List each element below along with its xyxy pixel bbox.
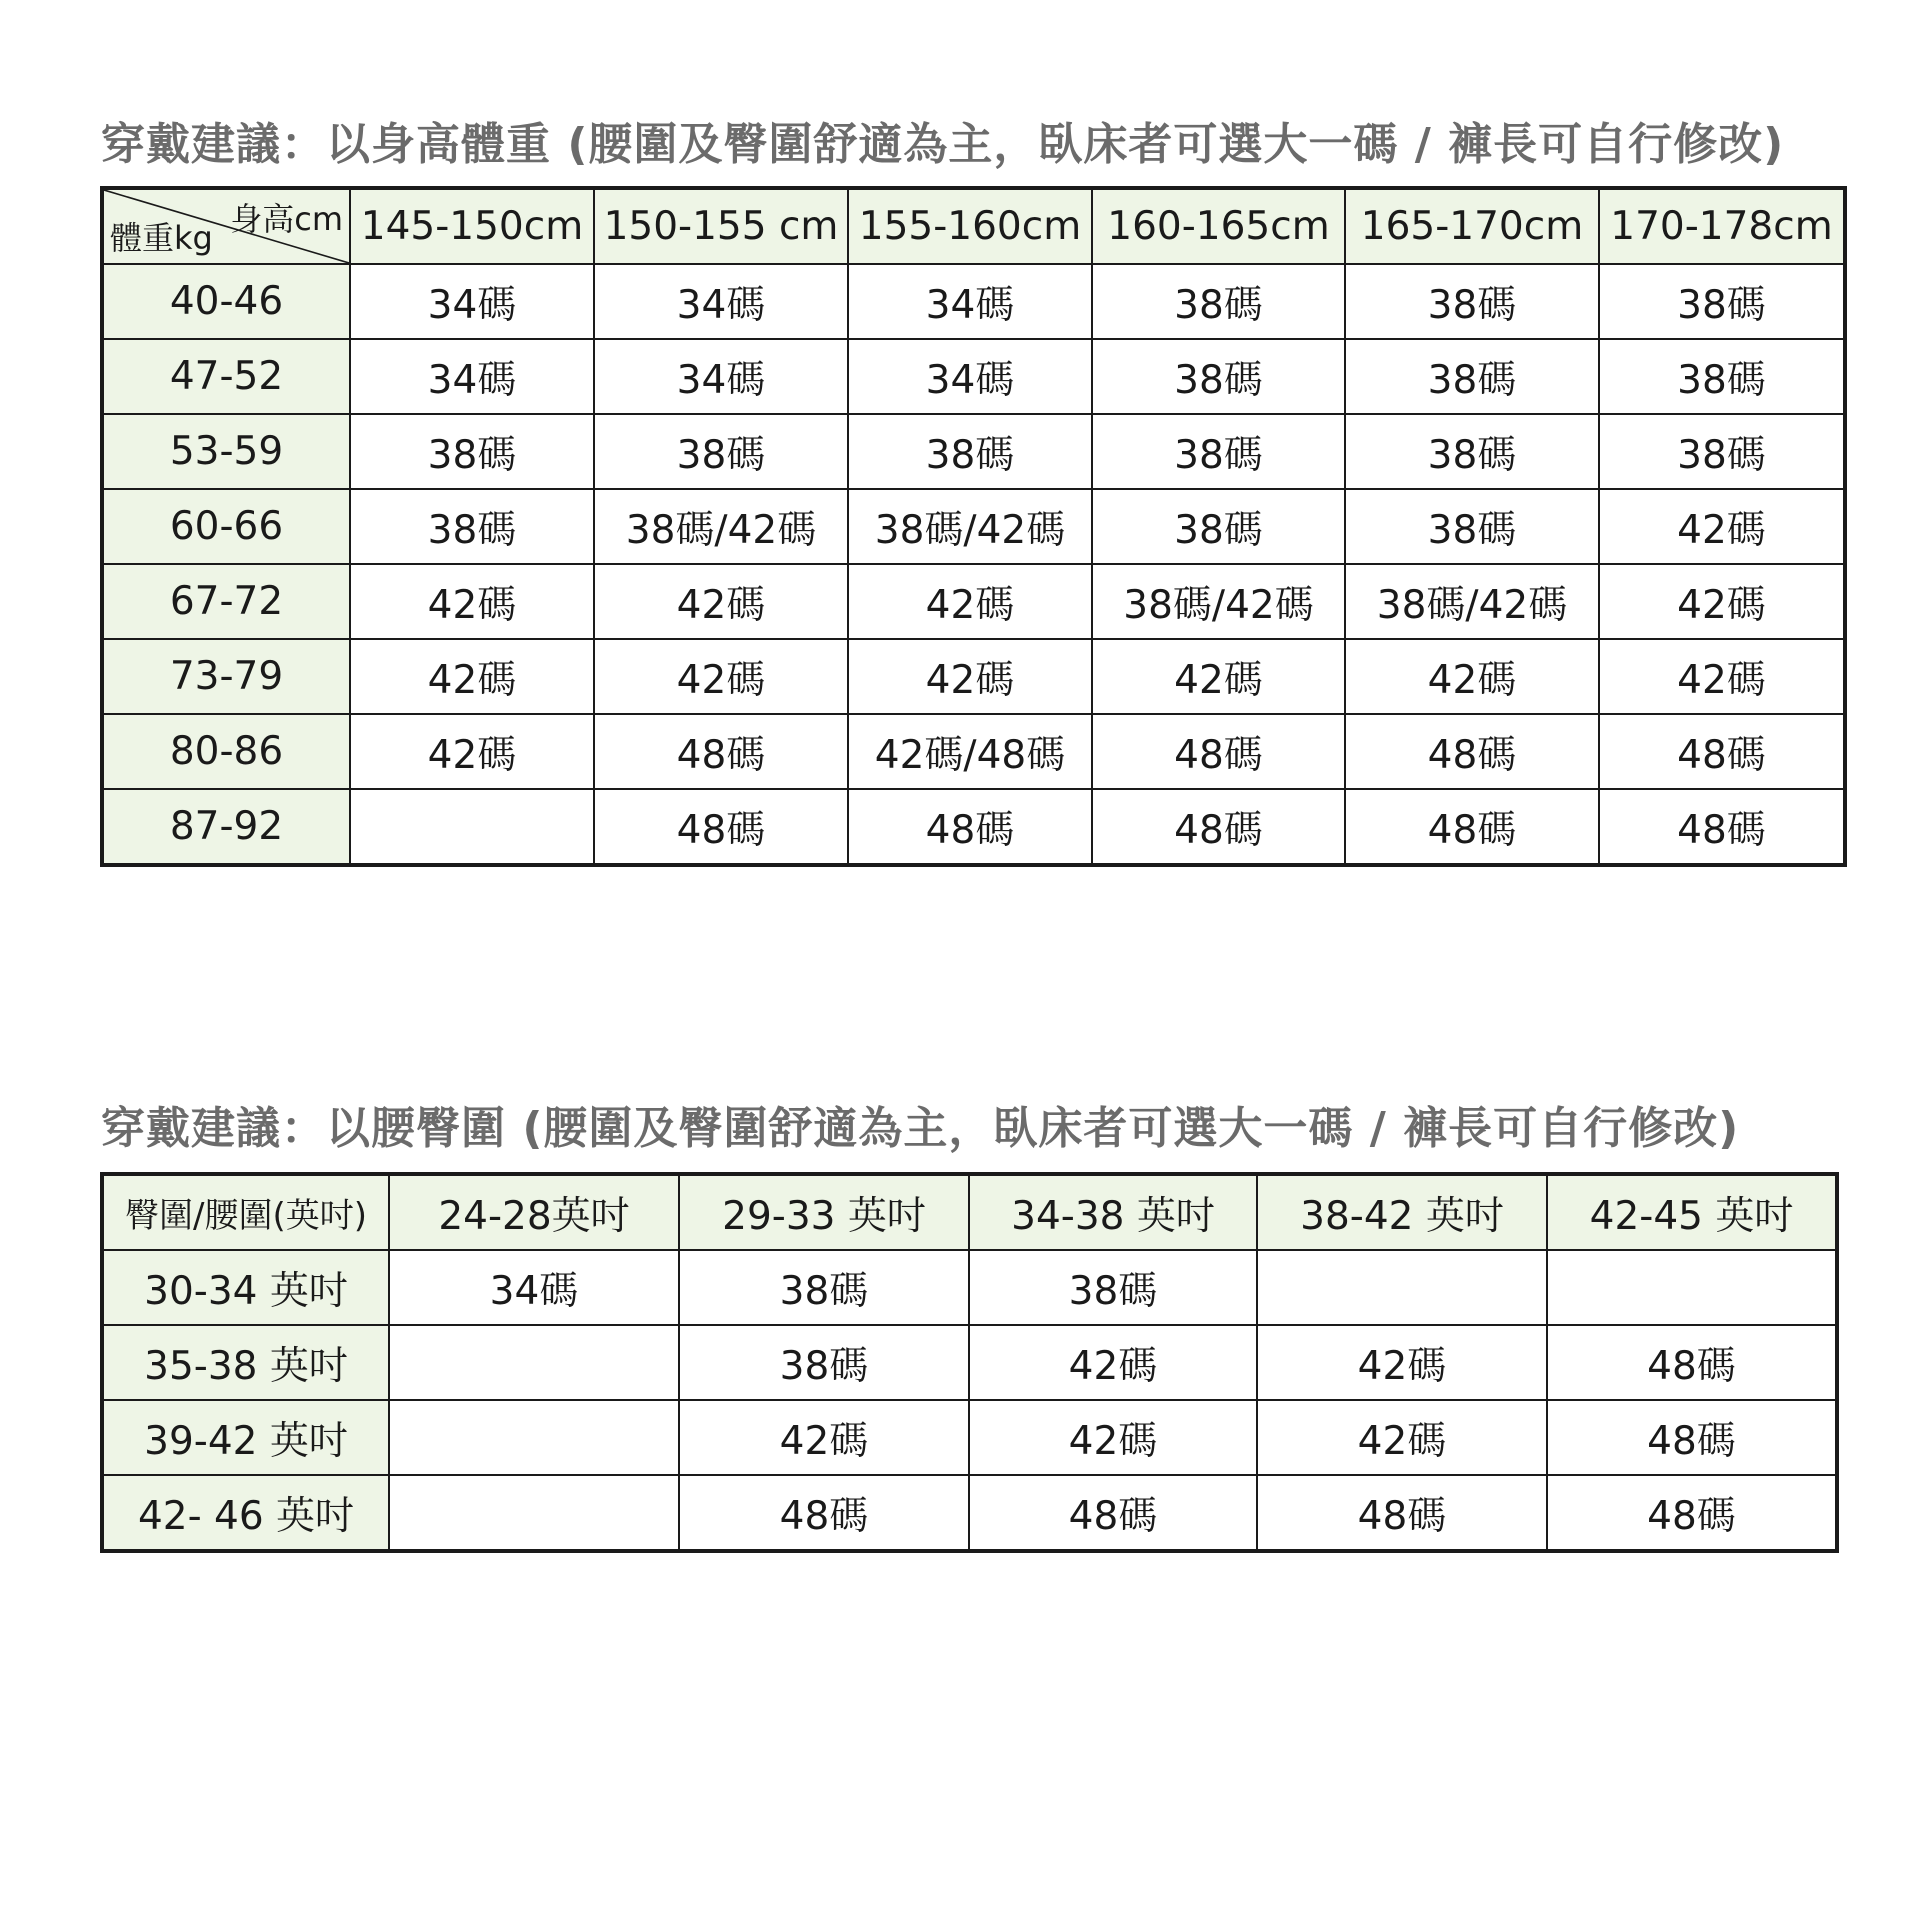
row-header: 42- 46 英吋 — [102, 1475, 389, 1551]
row-header: 30-34 英吋 — [102, 1250, 389, 1325]
size-cell: 42碼 — [350, 714, 594, 789]
row-header: 40-46 — [102, 264, 350, 339]
size-cell: 48碼 — [594, 714, 848, 789]
column-header: 24-28英吋 — [389, 1174, 679, 1250]
size-cell — [1257, 1250, 1547, 1325]
corner-weight-label: 體重kg — [110, 219, 213, 257]
size-cell: 48碼 — [1599, 789, 1845, 865]
row-header: 80-86 — [102, 714, 350, 789]
size-cell: 38碼 — [1599, 339, 1845, 414]
corner-cell — [102, 188, 350, 264]
size-cell: 38碼 — [350, 489, 594, 564]
size-cell: 48碼 — [1547, 1325, 1837, 1400]
size-cell: 42碼 — [1092, 639, 1345, 714]
size-cell: 48碼 — [1345, 714, 1599, 789]
size-cell: 38碼 — [969, 1250, 1257, 1325]
column-header: 165-170cm — [1345, 188, 1599, 264]
table-row — [102, 1475, 1837, 1551]
column-header: 150-155 cm — [594, 188, 848, 264]
size-cell: 42碼 — [594, 564, 848, 639]
size-cell — [350, 789, 594, 865]
size-cell: 38碼 — [1599, 414, 1845, 489]
size-cell: 38碼 — [679, 1325, 969, 1400]
size-cell: 42碼 — [1599, 564, 1845, 639]
size-cell: 48碼 — [1257, 1475, 1547, 1551]
size-cell: 38碼 — [1599, 264, 1845, 339]
row-header: 67-72 — [102, 564, 350, 639]
size-cell: 38碼/42碼 — [848, 489, 1092, 564]
waist-hip-title: 穿戴建議：以腰臀圍 (腰圍及臀圍舒適為主，臥床者可選大一碼 / 褲長可自行修改) — [101, 1103, 1740, 1154]
size-cell — [389, 1475, 679, 1551]
size-cell: 48碼 — [594, 789, 848, 865]
size-cell: 48碼 — [1345, 789, 1599, 865]
size-cell: 34碼 — [594, 339, 848, 414]
size-cell: 48碼 — [1547, 1475, 1837, 1551]
size-cell — [389, 1400, 679, 1475]
size-cell: 48碼 — [969, 1475, 1257, 1551]
column-header: 29-33 英吋 — [679, 1174, 969, 1250]
column-header: 34-38 英吋 — [969, 1174, 1257, 1250]
row-header: 35-38 英吋 — [102, 1325, 389, 1400]
size-cell: 34碼 — [594, 264, 848, 339]
size-cell: 38碼 — [1345, 414, 1599, 489]
size-cell: 48碼 — [1092, 789, 1345, 865]
row-header: 60-66 — [102, 489, 350, 564]
size-cell: 38碼 — [1092, 414, 1345, 489]
size-cell: 42碼 — [848, 564, 1092, 639]
size-cell: 34碼 — [848, 264, 1092, 339]
height-weight-title: 穿戴建議：以身高體重 (腰圍及臀圍舒適為主，臥床者可選大一碼 / 褲長可自行修改) — [101, 119, 1785, 170]
size-cell: 38碼 — [594, 414, 848, 489]
height-weight-size-table — [100, 186, 1847, 867]
row-header: 73-79 — [102, 639, 350, 714]
size-cell — [1547, 1250, 1837, 1325]
waist-hip-size-table — [100, 1172, 1839, 1553]
table-row — [102, 1325, 1837, 1400]
size-cell: 34碼 — [350, 264, 594, 339]
row-header: 53-59 — [102, 414, 350, 489]
corner-height-label: 身高cm — [230, 200, 343, 238]
table-row — [102, 564, 1845, 639]
size-cell: 38碼 — [1345, 339, 1599, 414]
size-cell: 38碼 — [848, 414, 1092, 489]
table-row — [102, 489, 1845, 564]
table-row — [102, 714, 1845, 789]
size-cell: 42碼 — [1257, 1325, 1547, 1400]
column-header: 38-42 英吋 — [1257, 1174, 1547, 1250]
table-row — [102, 1400, 1837, 1475]
row-header: 87-92 — [102, 789, 350, 865]
size-cell: 48碼 — [1599, 714, 1845, 789]
size-cell: 42碼 — [848, 639, 1092, 714]
size-cell: 38碼 — [1092, 339, 1345, 414]
size-cell: 42碼 — [1345, 639, 1599, 714]
size-cell: 42碼 — [1599, 489, 1845, 564]
size-cell: 38碼/42碼 — [594, 489, 848, 564]
column-header: 155-160cm — [848, 188, 1092, 264]
size-cell: 48碼 — [679, 1475, 969, 1551]
size-cell: 42碼 — [594, 639, 848, 714]
table-row — [102, 339, 1845, 414]
size-cell: 42碼 — [350, 564, 594, 639]
table-row — [102, 789, 1845, 865]
size-cell: 38碼 — [350, 414, 594, 489]
size-cell: 38碼 — [1345, 489, 1599, 564]
size-cell: 38碼 — [1092, 489, 1345, 564]
size-cell: 48碼 — [1547, 1400, 1837, 1475]
row-header: 39-42 英吋 — [102, 1400, 389, 1475]
size-cell: 48碼 — [1092, 714, 1345, 789]
size-cell: 34碼 — [389, 1250, 679, 1325]
column-header: 170-178cm — [1599, 188, 1845, 264]
size-cell: 38碼 — [1345, 264, 1599, 339]
row-header: 47-52 — [102, 339, 350, 414]
size-cell: 42碼 — [1599, 639, 1845, 714]
size-cell: 42碼 — [679, 1400, 969, 1475]
size-cell: 34碼 — [350, 339, 594, 414]
size-cell: 38碼/42碼 — [1092, 564, 1345, 639]
size-cell: 42碼 — [969, 1325, 1257, 1400]
table-row — [102, 264, 1845, 339]
size-cell — [389, 1325, 679, 1400]
size-cell: 42碼/48碼 — [848, 714, 1092, 789]
column-header: 42-45 英吋 — [1547, 1174, 1837, 1250]
size-cell: 38碼 — [1092, 264, 1345, 339]
size-cell: 42碼 — [350, 639, 594, 714]
column-header: 160-165cm — [1092, 188, 1345, 264]
size-cell: 48碼 — [848, 789, 1092, 865]
size-cell: 34碼 — [848, 339, 1092, 414]
corner-cell: 臀圍/腰圍(英吋) — [102, 1174, 389, 1250]
size-cell: 38碼 — [679, 1250, 969, 1325]
table-row — [102, 414, 1845, 489]
header-row — [102, 188, 1845, 264]
table-row — [102, 1250, 1837, 1325]
size-cell: 42碼 — [1257, 1400, 1547, 1475]
column-header: 145-150cm — [350, 188, 594, 264]
table-row — [102, 639, 1845, 714]
size-cell: 42碼 — [969, 1400, 1257, 1475]
header-row — [102, 1174, 1837, 1250]
size-cell: 38碼/42碼 — [1345, 564, 1599, 639]
